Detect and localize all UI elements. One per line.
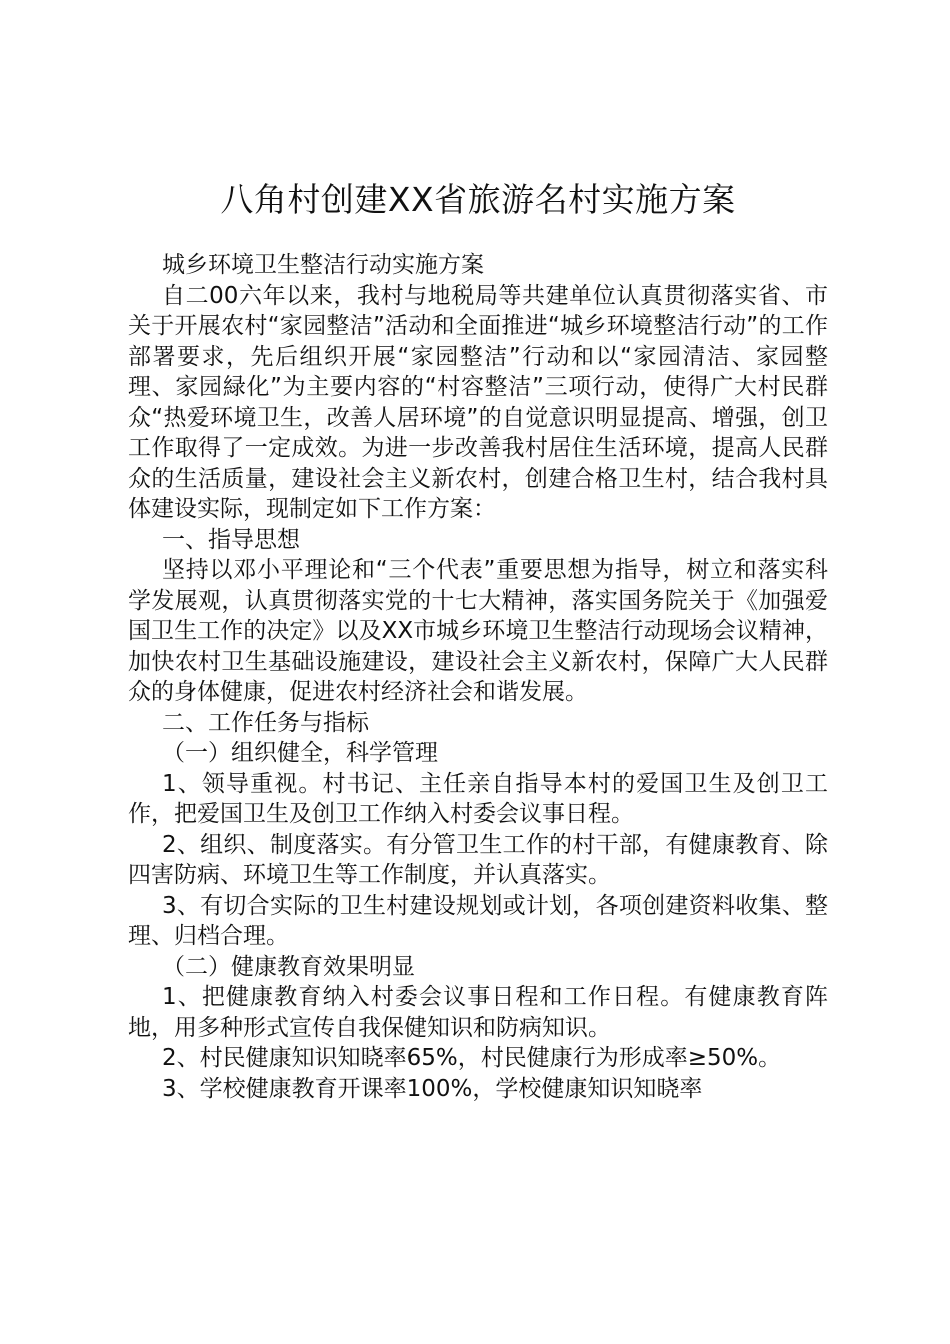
document-subtitle: 城乡环境卫生整洁行动实施方案 — [162, 252, 484, 278]
list-item: 2、组织、制度落实。有分管卫生工作的村干部，有健康教育、除四害防病、环境卫生等工作制度，并认真落实。 — [128, 831, 828, 888]
section-heading-guiding-ideology: 一、指导思想 — [162, 526, 300, 553]
section-body-guiding-ideology: 坚持以邓小平理论和“三个代表”重要思想为指导，树立和落实科学发展观，认真贯彻落实党的十七大精神，落实国务院关于《加强爱国卫生工作的决定》以及XX市城乡环境卫生整洁行动现场会议精神，加快农村卫生基础设施建设，建设社会主义新农村，保障广大人民群众的身体健康，促进农村经济社会和谐发展。 — [128, 557, 828, 705]
document-page — [128, 170, 828, 1104]
subsection-heading-organization: （一）组织健全，科学管理 — [162, 740, 438, 766]
section-heading-tasks: 二、工作任务与指标 — [162, 709, 369, 736]
list-item: 3、学校健康教育开课率100%，学校健康知识知晓率 — [162, 1075, 703, 1102]
list-item: 1、领导重视。村书记、主任亲自指导本村的爱国卫生及创卫工作，把爱国卫生及创卫工作纳入村委会议事日程。 — [128, 770, 828, 827]
list-item: 2、村民健康知识知晓率65%，村民健康行为形成率≥50%。 — [162, 1045, 782, 1071]
list-item: 1、把健康教育纳入村委会议事日程和工作日程。有健康教育阵地，用多种形式宣传自我保健知识和防病知识。 — [128, 984, 828, 1041]
intro-paragraph: 自二00六年以来，我村与地税局等共建单位认真贯彻落实省、市关于开展农村“家园整洁”活动和全面推进“城乡环境整洁行动”的工作部署要求，先后组织开展“家园整洁”行动和以“家园清洁、家园整理、家园緑化”为主要内容的“村容整洁”三项行动，使得广大村民群众“热爱环境卫生，改善人居环境”的自觉意识明显提高、增强，创卫工作取得了一定成效。为进一步改善我村居住生活环境，提高人民群众的生活质量，建设社会主义新农村，创建合格卫生村，结合我村具体建设实际，现制定如下工作方案： — [128, 282, 828, 522]
subsection-heading-health-education: （二）健康教育效果明显 — [162, 953, 415, 980]
list-item: 3、有切合实际的卫生村建设规划或计划，各项创建资料收集、整理、归档合理。 — [128, 892, 828, 949]
document-title: 八角村创建XX省旅游名村实施方案 — [220, 180, 736, 219]
